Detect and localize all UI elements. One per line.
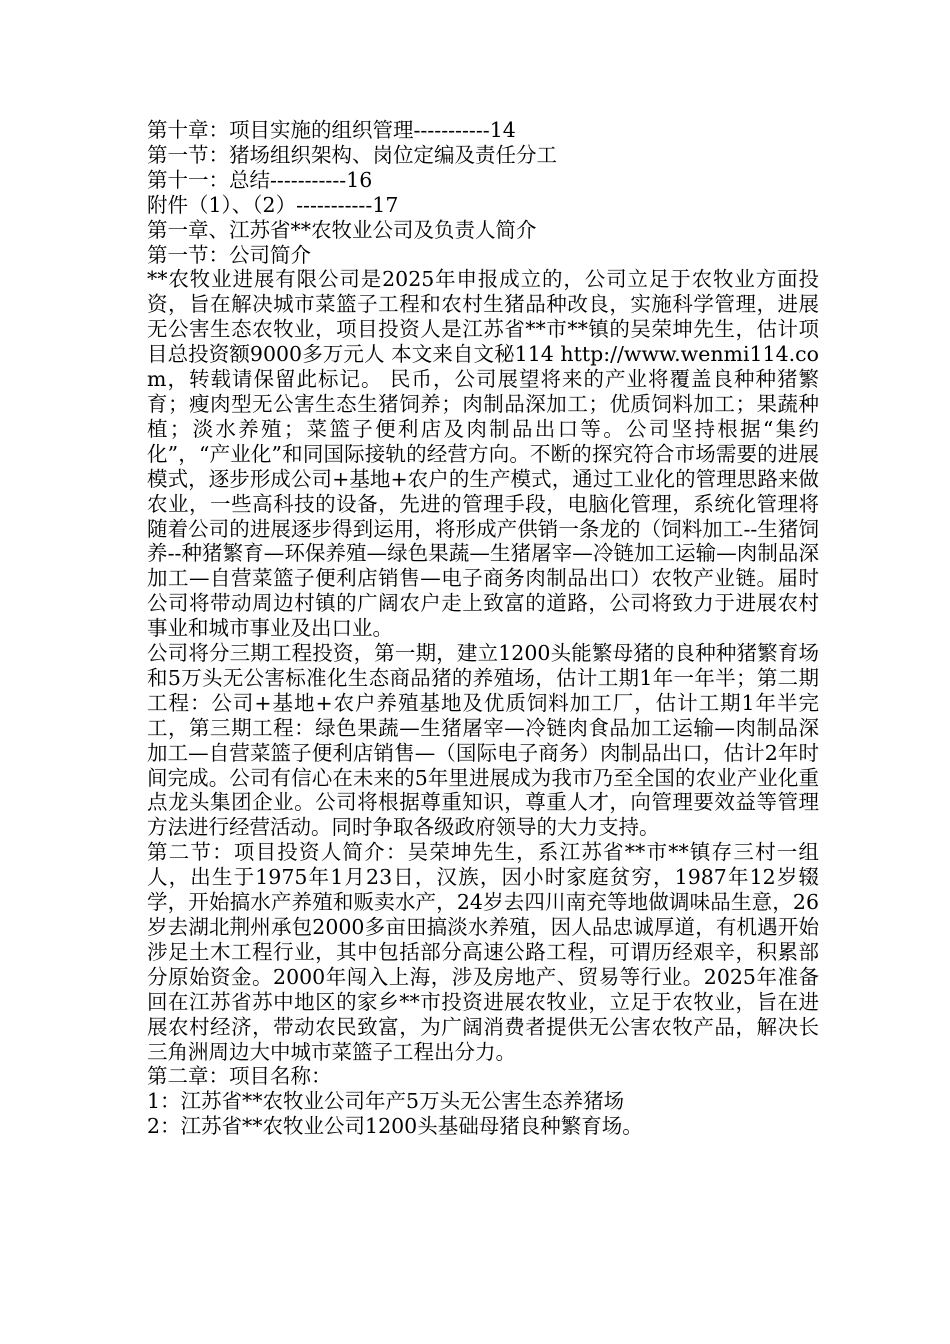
toc-line-appendix: 附件（1）、（2）-----------17 [147, 192, 399, 217]
document-page [147, 118, 819, 1139]
toc-line-chapter11: 第十一：总结-----------16 [147, 167, 373, 192]
investment-phases-paragraph: 公司将分三期工程投资，第一期，建立1200头能繁母猪的良种种猪繁育场和5万头无公害标准化生态商品猪的养殖场，估计工期1年一年半；第二期工程：公司+基地+农户养殖基地及优质饲料加工厂，估计工期1年半完工，第三期工程：绿色果蔬—生猪屠宰—冷链肉食品加工运输—肉制品深加工—自营菜篮子便利店销售—（国际电子商务）肉制品出口，估计2年时间完成。公司有信心在未来的5年里进展成为我市乃至全国的农业产业化重点龙头集团企业。公司将根据尊重知识，尊重人才，向管理要效益等管理方法进行经营活动。同时争取各级政府领导的大力支持。 [147, 641, 819, 840]
investor-intro-paragraph: 第二节：项目投资人简介：吴荣坤先生，系江苏省**市**镇存三村一组人，出生于1975年1月23日，汉族，因小时家庭贫穷，1987年12岁辍学，开始搞水产养殖和贩卖水产，24岁去四川南充等地做调味品生意，26岁去湖北荆州承包2000多亩田搞淡水养殖，因人品忠诚厚道，有机遇开始涉足土木工程行业，其中包括部分高速公路工程，可谓历经艰辛，积累部分原始资金。2000年闯入上海，涉及房地产、贸易等行业。2025年准备回在江苏省苏中地区的家乡**市投资进展农牧业，立足于农牧业，旨在进展农村经济，带动农民致富，为广阔消费者提供无公害农牧产品，解决长三角洲周边大中城市菜篮子工程出分力。 [147, 840, 819, 1064]
section1-title: 第一节：公司简介 [147, 242, 311, 267]
toc-line-chapter10: 第十章：项目实施的组织管理-----------14 [147, 118, 516, 142]
company-intro-paragraph: **农牧业进展有限公司是2025年申报成立的，公司立足于农牧业方面投资，旨在解决城市菜篮子工程和农村生猪品种改良，实施科学管理，进展无公害生态农牧业，项目投资人是江苏省**市**镇的吴荣坤先生，估计项目总投资额9000多万元人 本文来自文秘114 http://www.wenmi114.com，转载请保留此标记。 民币，公司展望将来的产业将覆盖良种种猪繁育；瘦肉型无公害生态生猪饲养；肉制品深加工；优质饲料加工；果蔬种植；淡水养殖；菜篮子便利店及肉制品出口等。公司坚持根据“集约化”，“产业化”和同国际接轨的经营方向。不断的探究符合市场需要的进展模式，逐步形成公司+基地+农户的生产模式，通过工业化的管理思路来做农业，一些高科技的设备，先进的管理手段，电脑化管理，系统化管理将随着公司的进展逐步得到运用，将形成产供销一条龙的（饲料加工--生猪饲养--种猪繁育—环保养殖—绿色果蔬—生猪屠宰—冷链加工运输—肉制品深加工—自营菜篮子便利店销售—电子商务肉制品出口）农牧产业链。届时公司将带动周边村镇的广阔农户走上致富的道路，公司将致力于进展农村事业和城市事业及出口业。 [147, 267, 819, 641]
project-item-1: 1：江苏省**农牧业公司年产5万头无公害生态养猪场 [147, 1089, 625, 1114]
project-item-2: 2：江苏省**农牧业公司1200头基础母猪良种繁育场。 [147, 1114, 643, 1139]
chapter1-title: 第一章、江苏省**农牧业公司及负责人简介 [147, 217, 537, 242]
chapter2-title: 第二章：项目名称： [147, 1064, 332, 1089]
toc-line-section1: 第一节：猪场组织架构、岗位定编及责任分工 [147, 142, 557, 167]
